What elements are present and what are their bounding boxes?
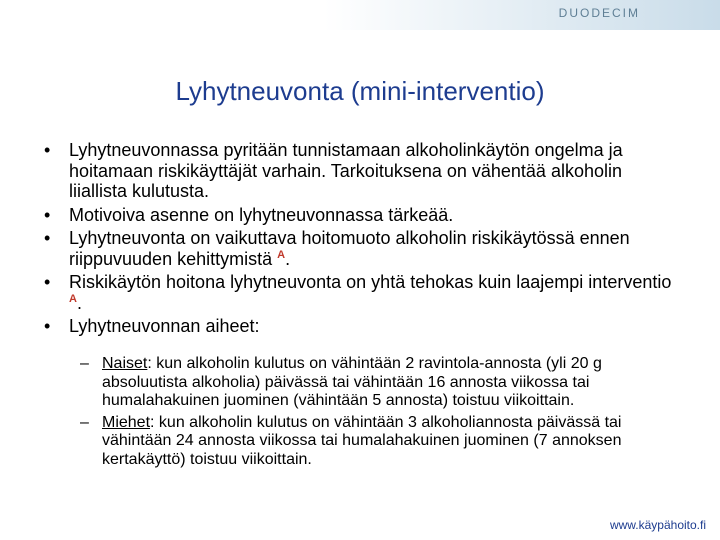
bullet-text: Lyhytneuvonnassa pyritään tunnistamaan alkoholinkäytön ongelma ja hoitamaan riskikäyttäjät varhain. Tarkoituksena on vähentää alkoholin liiallista kulutusta. <box>69 140 623 201</box>
sub-bullet-text: : kun alkoholin kulutus on vähintään 3 alkoholiannosta päivässä tai vähintään 24 annosta viikossa tai humalahakuinen juominen (7 annoksen kertakäyttö) toistuu viikoittain. <box>102 413 622 468</box>
sub-bullet-item <box>80 355 680 411</box>
sub-bullet-term: Naiset <box>102 355 148 372</box>
dash-marker: – <box>80 355 89 372</box>
bullet-marker: • <box>44 228 51 248</box>
bullet-text: Motivoiva asenne on lyhytneuvonnassa tärkeää. <box>69 204 454 225</box>
bullet-marker: • <box>44 272 51 292</box>
website-link[interactable]: www.käypähoito.fi <box>609 518 706 532</box>
bullet-item <box>44 272 684 313</box>
bullet-marker: • <box>44 140 51 160</box>
bullet-item <box>44 228 684 269</box>
bullet-item <box>44 205 684 226</box>
bullet-marker: • <box>44 204 51 225</box>
dash-marker: – <box>80 413 89 431</box>
sub-bullet-item <box>80 414 680 470</box>
bullet-item <box>44 316 684 337</box>
duodecim-logo: DUODECIM <box>558 6 640 20</box>
sub-bullet-text: : kun alkoholin kulutus on vähintään 2 ravintola-annosta (yli 20 g absoluutista alkoholia) päivässä tai vähintään 16 annosta viikossa tai humalahakuinen juominen (vähintään 5 annosta) toistuu viikoittain. <box>102 355 602 409</box>
bullet-item <box>44 140 684 202</box>
bullet-text: Riskikäytön hoitona lyhytneuvonta on yhtä tehokas kuin laajempi interventio <box>69 272 672 292</box>
bullet-list <box>44 140 684 340</box>
bullet-marker: • <box>44 316 51 336</box>
bullet-end-punctuation: . <box>285 248 291 269</box>
sub-bullet-list <box>80 355 680 472</box>
bullet-end-punctuation: . <box>76 292 82 313</box>
sub-bullet-term: Miehet <box>102 413 151 431</box>
evidence-grade-badge: A <box>277 248 286 261</box>
slide-title: Lyhytneuvonta (mini-interventio) <box>175 76 545 106</box>
bullet-text: Lyhytneuvonnan aiheet: <box>69 316 260 336</box>
evidence-grade-badge: A <box>69 292 77 305</box>
bullet-text: Lyhytneuvonta on vaikuttava hoitomuoto alkoholin riskikäytössä ennen riippuvuuden kehittymistä <box>69 228 630 269</box>
